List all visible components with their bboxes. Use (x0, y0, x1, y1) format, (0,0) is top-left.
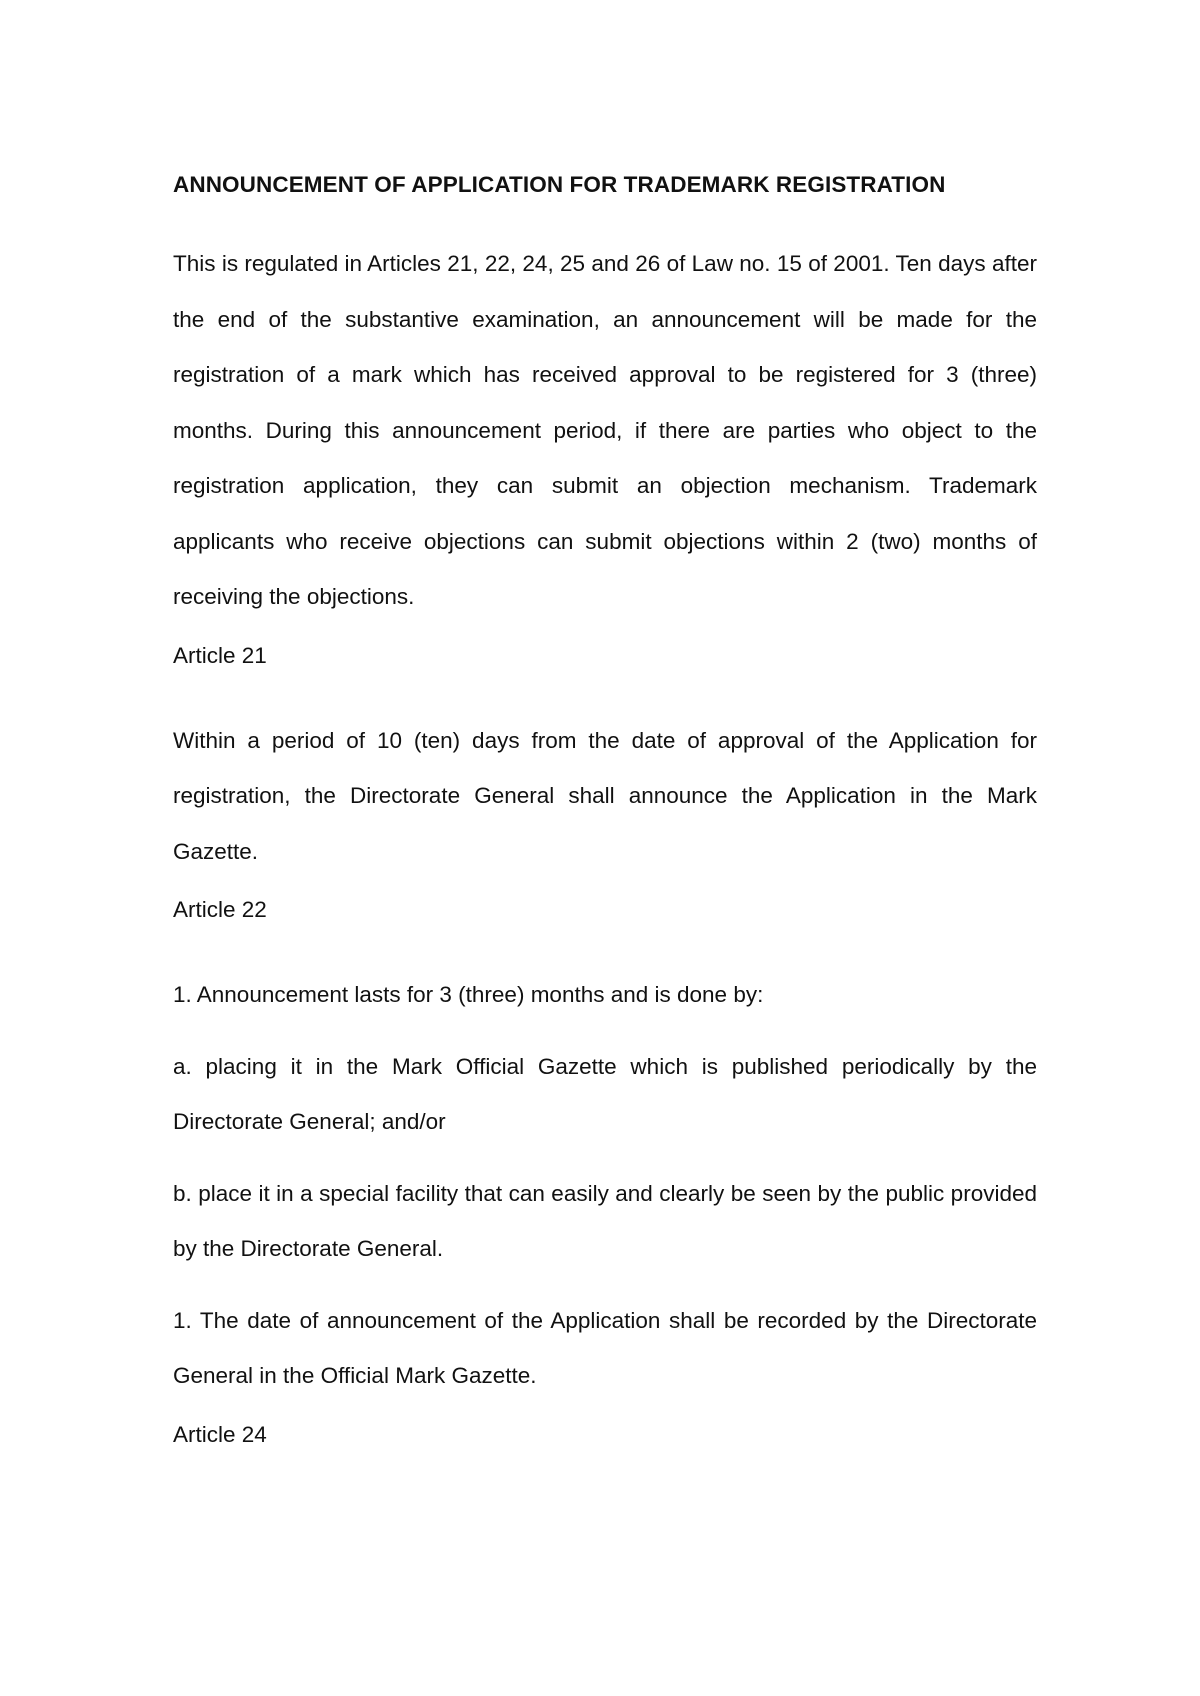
intro-paragraph: This is regulated in Articles 21, 22, 24, 25 and 26 of Law no. 15 of 2001. Ten days after the end of the substantive examination, an announcement will be made for the registration of a mark which has received approval to be registered for 3 (three) months. During this announcement period, if there are parties who object to the registration application, they can submit an objection mechanism. Trademark applicants who receive objections can submit objections within 2 (two) months of receiving the objections. (173, 251, 1037, 609)
document-title: ANNOUNCEMENT OF APPLICATION FOR TRADEMARK REGISTRATION (173, 172, 946, 197)
document-body (173, 170, 1037, 1492)
article-22-item-a: a. placing it in the Mark Official Gazette which is published periodically by the Directorate General; and/or (173, 1053, 1037, 1134)
article-21-text: Within a period of 10 (ten) days from the date of approval of the Application for registration, the Directorate General shall announce the Application in the Mark Gazette. (173, 727, 1037, 864)
article-24-heading: Article 24 (173, 1421, 267, 1447)
article-22-heading: Article 22 (173, 897, 267, 922)
article-22-item-1: 1. Announcement lasts for 3 (three) months and is done by: (173, 982, 764, 1007)
article-22-item-2: 1. The date of announcement of the Application shall be recorded by the Directorate General in the Official Mark Gazette. (173, 1307, 1037, 1388)
article-21-heading: Article 21 (173, 642, 267, 668)
article-22-item-b: b. place it in a special facility that can easily and clearly be seen by the public provided by the Directorate General. (173, 1180, 1037, 1261)
